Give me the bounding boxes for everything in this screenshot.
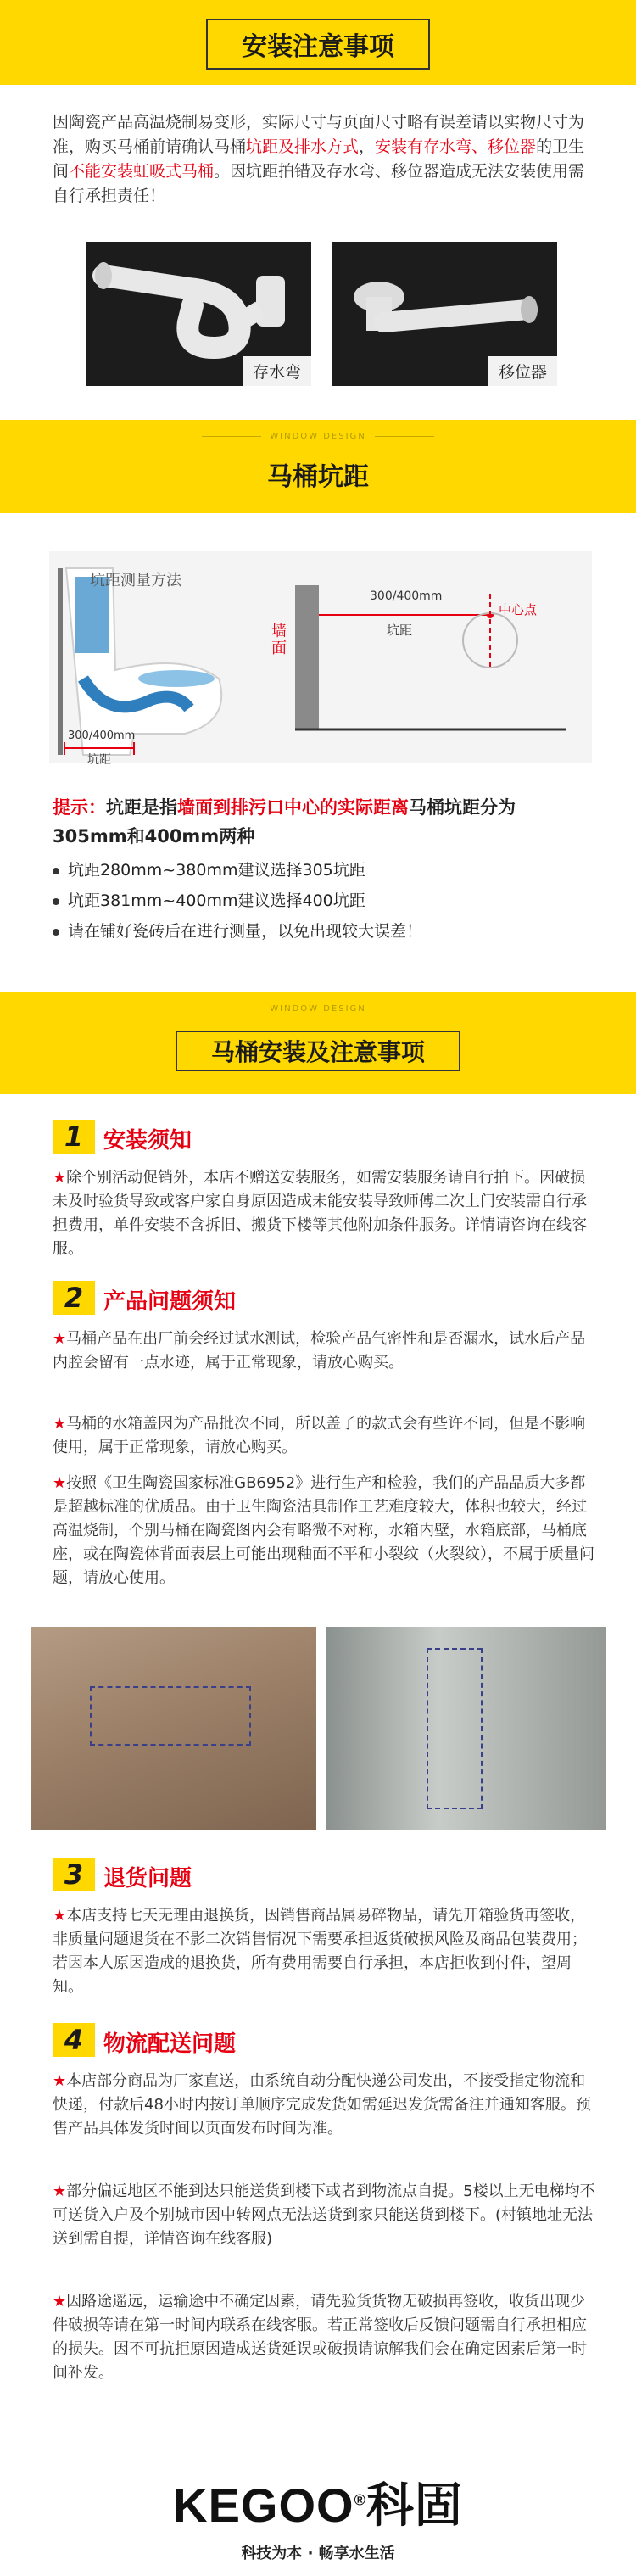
banner-title: 马桶安装及注意事项 [176,1031,460,1071]
section-number: 2 [53,1281,95,1315]
dim-right-value: 300/400mm [370,590,443,603]
section-title: 退货问题 [103,1866,192,1891]
watermark-text: WINDOW DESIGN [0,432,636,441]
brand-slogan: 科技为本 · 畅享水生活 [241,2545,395,2562]
install-intro-text: 因陶瓷产品高温烧制易变形，实际尺寸与页面尺寸略有误差请以实物尺寸为准，购买马桶前请确认马桶坑距及排水方式，安装有存水弯、移位器的卫生间不能安装虹吸式马桶。因坑距拍错及存水弯、移位器造成无法安装使用需自行承担责任！ [53,113,585,205]
product-paragraph-2: ★马桶的水箱盖因为产品批次不同，所以盖子的款式会有些许不同，但是不影响使用，属于正常现象，请放心购买。 [53,1415,586,1456]
section-number: 4 [53,2023,95,2057]
brand-logo: KEGOO®科固 [173,2478,463,2532]
section-title: 产品问题须知 [103,1289,237,1315]
logistics-paragraph-1: ★本店部分商品为厂家直送，由系统自动分配快递公司发出，不接受指定物流和快递，付款后48小时内按订单顺序完成发货如需延迟发货需备注并通知客服。预售产品具体发货时间以页面发布时间为准。 [53,2072,591,2137]
product-paragraph-3: ★按照《卫生陶瓷国家标准GB6952》进行生产和检验，我们的产品品质大多都是超越标准的优质品。由于卫生陶瓷洁具制作工艺难度较大，体积也较大，经过高温烧制，个别马桶在陶瓷图内会有略微不对称，水箱内壁，水箱底部，马桶底座，或在陶瓷体背面表层上可能出现釉面不平和小裂纹（火裂纹），不属于质量问题，请放心使用。 [53,1474,594,1587]
highlight-box [90,1686,251,1746]
section-number: 1 [53,1120,95,1154]
glaze-photo-2 [326,1627,606,1830]
trap-caption: 存水弯 [243,356,311,386]
watermark-text: WINDOW DESIGN [0,1004,636,1014]
banner-title: 安装注意事项 [206,19,430,70]
glaze-photo-1 [31,1627,316,1830]
trap-pipe-photo [86,242,311,386]
pit-distance-tip: 提示：坑距是指墙面到排污口中心的实际距离马桶坑距分为305mm和400mm两种 [53,797,516,847]
banner-pit-distance [0,420,636,513]
banner-installation-notes [0,992,636,1094]
shifter-photo [332,242,557,386]
section-title: 安装须知 [103,1128,192,1154]
dim-right-label: 坑距 [387,623,413,638]
center-point-label: 中心点 [499,602,538,617]
product-paragraph-1: ★马桶产品在出厂前会经过试水测试，检验产品气密性和是否漏水，试水后产品内腔会留有一点水迹，属于正常现象，请放心购买。 [53,1330,586,1372]
section-number: 3 [53,1858,95,1891]
dim-left-label: 坑距 [87,753,111,767]
bullet-item: 请在铺好瓷砖后在进行测量，以免出现较大误差！ [53,918,595,945]
bullet-item: 坑距381mm~400mm建议选择400坑距 [53,887,595,914]
banner-install-notes [0,0,636,85]
footer-logo [0,2468,636,2563]
logistics-paragraph-3: ★因路途遥远，运输途中不确定因素，请先验货货物无破损再签收，收货出现少件破损等请在第一时间内联系在线客服。若正常签收后反馈问题需自行承担相应的损失。因不可抗拒原因造成送货延误或破损请谅解我们会在确定因素后第一时间补发。 [53,2293,587,2382]
shifter-caption: 移位器 [488,356,557,386]
wall-label: 墙面 [271,623,287,657]
highlight-box [427,1648,483,1809]
logistics-paragraph-2: ★部分偏远地区不能到达只能送货到楼下或者到物流点自提。5楼以上无电梯均不可送货入户及个别城市因中转网点无法送货到家只能送货到楼下。(村镇地址无法送到需自提，详情咨询在线客服) [53,2182,595,2248]
section-title: 物流配送问题 [103,2031,237,2057]
install-paragraph: ★除个别活动促销外，本店不赠送安装服务，如需安装服务请自行拍下。因破损未及时验货导致或客户家自身原因造成未能安装导致师傅二次上门安装需自行承担费用，单件安装不含拆旧、搬货下楼等其他附加条件服务。详情请咨询在线客服。 [53,1169,587,1258]
bullet-item: 坑距280mm~380mm建议选择305坑距 [53,857,595,884]
diagram-title: 坑距测量方法 [90,572,181,590]
banner-title: 马桶坑距 [267,462,369,492]
dim-left-value: 300/400mm [68,729,136,742]
returns-paragraph: ★本店支持七天无理由退换货，因销售商品属易碎物品，请先开箱验货再签收，非质量问题退货在不影二次销售情况下需要承担返货破损风险及商品包装费用；若因本人原因造成的退换货，所有费用需要自行承担，本店拒收到付件，望周知。 [53,1907,587,1996]
pit-distance-diagram [49,551,592,767]
